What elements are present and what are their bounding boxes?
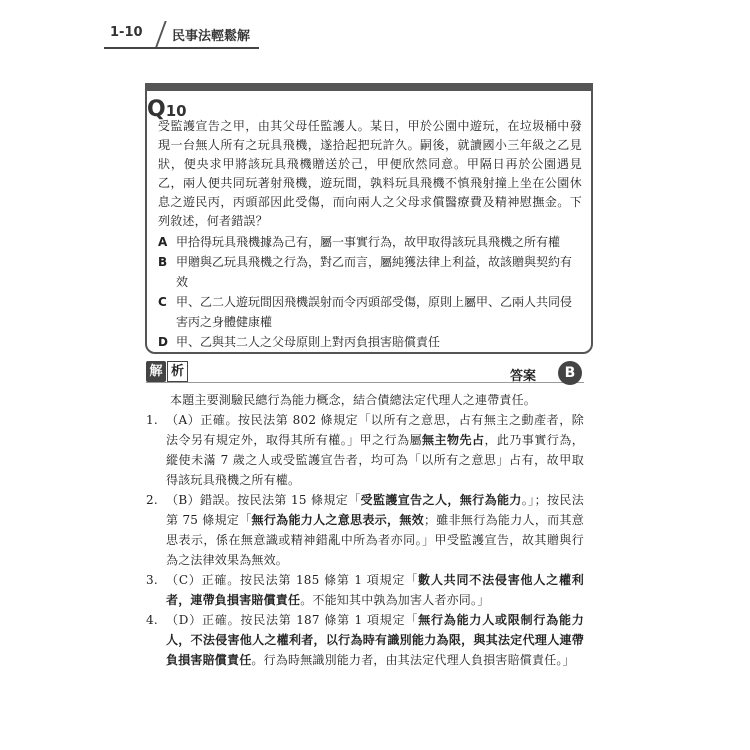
- analysis-item: [146, 410, 584, 490]
- header-rule: [104, 47, 259, 49]
- option-label: D: [158, 335, 168, 349]
- question-number-value: 10: [165, 102, 187, 120]
- option-list: [158, 232, 582, 352]
- option-text: 甲、乙二人遊玩間因飛機誤射而令丙頭部受傷，原則上屬甲、乙兩人共同侵害丙之身體健康權: [176, 295, 573, 329]
- question-text: 受監護宣告之甲，由其父母任監護人。某日，甲於公園中遊玩，在垃圾桶中發現一台無人所有之玩具飛機，遂拾起把玩許久。嗣後，就讀國小三年級之乙見狀，便央求甲將該玩具飛機贈送於己，甲便欣然同意。甲隔日再於公園遇見乙，兩人便共同玩著射飛機，遊玩間，孰料玩具飛機不慎飛射撞上坐在公園休息之遊民丙，丙頭部因此受傷，而向兩人之父母求償醫療費及精神慰撫金。下列敘述，何者錯誤？: [158, 119, 582, 228]
- book-title: 民事法輕鬆解: [172, 29, 251, 44]
- analysis-heading-char-1: 解: [146, 361, 166, 382]
- text-segment: （C）正確。按民法第 185 條第 1 項規定「: [166, 573, 419, 587]
- analysis-item-text: [166, 490, 584, 570]
- analysis-item: [146, 610, 584, 670]
- analysis-item: [146, 570, 584, 610]
- analysis-item-text: [166, 570, 584, 610]
- question-top-bar: [145, 83, 593, 91]
- option-label: A: [158, 235, 168, 249]
- analysis-item-number: 4.: [146, 613, 158, 627]
- text-segment: （A）正確。按民法第 802 條規定「以所有之意思，占有無主之動產者，除法令另有規定外，取得其所有權。」甲之行為屬: [166, 413, 584, 447]
- option-text: 甲拾得玩具飛機據為己有，屬一事實行為，故甲取得該玩具飛機之所有權: [176, 235, 561, 249]
- analysis-item-number: 1.: [146, 413, 158, 427]
- question-box: [145, 83, 593, 354]
- option-c: [158, 292, 582, 332]
- emphasized-text: 無行為能力人或限制行為能力人，不法侵害他人之權利者，以行為時有識別能力為限，與其法定代理人連帶負損害賠償責任: [166, 613, 584, 667]
- option-a: [158, 232, 582, 252]
- emphasized-text: 無行為能力人之意思表示，無效: [251, 513, 424, 527]
- emphasized-text: 數人共同不法侵害他人之權利者，連帶負損害賠償責任: [166, 573, 585, 607]
- analysis-item-text: [166, 410, 584, 490]
- text-segment: ，此乃事實行為，縱使未滿 7 歲之人或受監護宣告者，均可為「以所有之意思」占有，故甲取得該玩具飛機之所有權。: [166, 433, 584, 487]
- analysis-item-number: 2.: [146, 493, 158, 507]
- option-b: [158, 252, 582, 292]
- emphasized-text: 無主物先占: [422, 433, 485, 447]
- option-text: 甲、乙與其二人之父母原則上對丙負損害賠償責任: [176, 335, 441, 349]
- analysis-item: [146, 490, 584, 570]
- text-segment: （B）錯誤。按民法第 15 條規定「: [166, 493, 361, 507]
- emphasized-text: 受監護宣告之人，無行為能力: [360, 493, 522, 507]
- text-segment: ；雖非無行為能力人，而其意思表示，係在無意識或精神錯亂中所為者亦同。」甲受監護宣告，故其贈與行為之法律效果為無效。: [166, 513, 584, 567]
- page-number: 1-10: [110, 25, 143, 40]
- analysis-intro: 本題主要測驗民總行為能力概念，結合債總法定代理人之連帶責任。: [170, 393, 537, 407]
- option-label: C: [158, 295, 167, 309]
- text-segment: 。不能知其中孰為加害人者亦同。」: [300, 593, 490, 607]
- analysis-heading-char-2: 析: [167, 361, 188, 382]
- text-segment: 。行為時無識別能力者，由其法定代理人負損害賠償責任。」: [251, 653, 575, 667]
- option-d: [158, 332, 582, 352]
- question-label: Q: [147, 97, 166, 122]
- answer-badge: B: [558, 361, 582, 385]
- option-text: 甲贈與乙玩具飛機之行為，對乙而言，屬純獲法律上利益，故該贈與契約有效: [176, 255, 573, 289]
- option-label: B: [158, 255, 168, 269]
- text-segment: （D）正確。按民法第 187 條第 1 項規定「: [166, 613, 419, 627]
- analysis-body: [146, 390, 584, 670]
- analysis-item-text: [166, 610, 584, 670]
- text-segment: 。」；按民法第 75 條規定「: [166, 493, 584, 527]
- analysis-item-number: 3.: [146, 573, 158, 587]
- answer-label: 答案: [510, 369, 537, 384]
- page-header: [104, 23, 254, 45]
- analysis-heading: [146, 361, 186, 383]
